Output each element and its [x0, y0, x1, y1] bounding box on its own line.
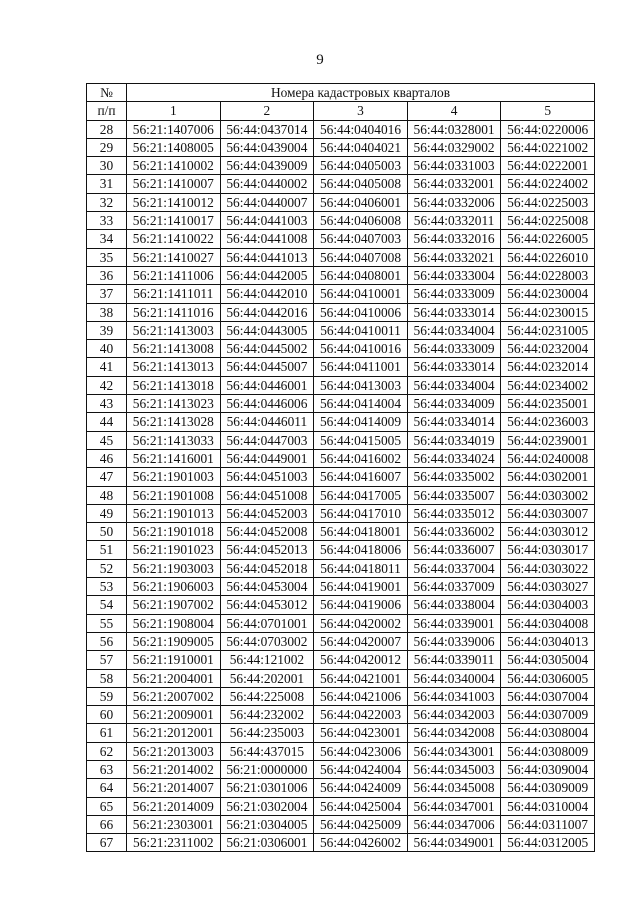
row-number-cell: 44	[87, 413, 127, 431]
cadastral-number-cell: 56:44:0441008	[220, 230, 314, 248]
cadastral-number-cell: 56:44:0453012	[220, 596, 314, 614]
cadastral-number-cell: 56:44:0449001	[220, 449, 314, 467]
cadastral-number-cell: 56:21:1901003	[127, 468, 221, 486]
table-row	[87, 669, 595, 687]
row-number-cell: 48	[87, 486, 127, 504]
row-number-cell: 60	[87, 706, 127, 724]
cadastral-number-cell: 56:21:1901013	[127, 504, 221, 522]
cadastral-number-cell: 56:44:0347001	[407, 797, 501, 815]
cadastral-number-cell: 56:44:0306005	[501, 669, 595, 687]
cadastral-number-cell: 56:44:0419001	[314, 578, 408, 596]
row-number-cell: 34	[87, 230, 127, 248]
cadastral-number-cell: 56:44:0440002	[220, 175, 314, 193]
cadastral-number-cell: 56:44:0307004	[501, 687, 595, 705]
row-number-cell: 35	[87, 248, 127, 266]
cadastral-number-cell: 56:44:0232004	[501, 340, 595, 358]
row-number-cell: 63	[87, 760, 127, 778]
cadastral-number-cell: 56:44:0414004	[314, 395, 408, 413]
cadastral-number-cell: 56:44:0419006	[314, 596, 408, 614]
cadastral-number-cell: 56:44:0226005	[501, 230, 595, 248]
row-number-cell: 56	[87, 632, 127, 650]
table-row	[87, 376, 595, 394]
table-row	[87, 358, 595, 376]
cadastral-number-cell: 56:44:0231005	[501, 321, 595, 339]
table-row	[87, 651, 595, 669]
table-row	[87, 742, 595, 760]
cadastral-number-cell: 56:21:2007002	[127, 687, 221, 705]
cadastral-number-cell: 56:21:1413023	[127, 395, 221, 413]
cadastral-number-cell: 56:44:0408001	[314, 266, 408, 284]
cadastral-number-cell: 56:21:2311002	[127, 834, 221, 852]
cadastral-number-cell: 56:21:2013003	[127, 742, 221, 760]
cadastral-number-cell: 56:44:0445002	[220, 340, 314, 358]
cadastral-number-cell: 56:44:0423001	[314, 724, 408, 742]
row-number-cell: 39	[87, 321, 127, 339]
cadastral-number-cell: 56:44:0303012	[501, 523, 595, 541]
cadastral-number-cell: 56:44:0333014	[407, 358, 501, 376]
cadastral-number-cell: 56:21:1407006	[127, 120, 221, 138]
cadastral-number-cell: 56:44:0335012	[407, 504, 501, 522]
cadastral-number-cell: 56:21:1901018	[127, 523, 221, 541]
cadastral-number-cell: 56:21:1413028	[127, 413, 221, 431]
table-row	[87, 303, 595, 321]
cadastral-number-cell: 56:21:1416001	[127, 449, 221, 467]
cadastral-number-cell: 56:44:0308009	[501, 742, 595, 760]
cadastral-number-cell: 56:44:0220006	[501, 120, 595, 138]
cadastral-number-cell: 56:44:0425004	[314, 797, 408, 815]
cadastral-number-cell: 56:44:0421001	[314, 669, 408, 687]
row-number-cell: 51	[87, 541, 127, 559]
cadastral-number-cell: 56:44:0328001	[407, 120, 501, 138]
cadastral-number-cell: 56:44:0240008	[501, 449, 595, 467]
cadastral-number-cell: 56:44:0224002	[501, 175, 595, 193]
cadastral-number-cell: 56:44:0418011	[314, 559, 408, 577]
cadastral-number-cell: 56:44:0416007	[314, 468, 408, 486]
cadastral-number-cell: 56:21:1408005	[127, 138, 221, 156]
cadastral-number-cell: 56:44:0311007	[501, 815, 595, 833]
cadastral-number-cell: 56:44:0308004	[501, 724, 595, 742]
row-number-cell: 41	[87, 358, 127, 376]
cadastral-number-cell: 56:21:0306001	[220, 834, 314, 852]
cadastral-number-cell: 56:21:1907002	[127, 596, 221, 614]
cadastral-number-cell: 56:44:0426002	[314, 834, 408, 852]
cadastral-number-cell: 56:44:0235001	[501, 395, 595, 413]
row-number-cell: 46	[87, 449, 127, 467]
cadastral-number-cell: 56:44:0410016	[314, 340, 408, 358]
table-row	[87, 285, 595, 303]
cadastral-number-cell: 56:44:0303002	[501, 486, 595, 504]
cadastral-number-cell: 56:21:1411016	[127, 303, 221, 321]
table-row	[87, 395, 595, 413]
cadastral-number-cell: 56:44:0421006	[314, 687, 408, 705]
cadastral-number-cell: 56:44:0302001	[501, 468, 595, 486]
table-row	[87, 706, 595, 724]
cadastral-number-cell: 56:44:0440007	[220, 193, 314, 211]
cadastral-number-cell: 56:44:0349001	[407, 834, 501, 852]
cadastral-number-cell: 56:44:0701001	[220, 614, 314, 632]
cadastral-number-cell: 56:21:1411006	[127, 266, 221, 284]
table-row	[87, 523, 595, 541]
cadastral-number-cell: 56:21:1413018	[127, 376, 221, 394]
cadastral-number-cell: 56:44:0333014	[407, 303, 501, 321]
cadastral-number-cell: 56:21:1410022	[127, 230, 221, 248]
cadastral-number-cell: 56:44:0221002	[501, 138, 595, 156]
header-number-sublabel: п/п	[87, 102, 127, 120]
cadastral-number-cell: 56:21:1410027	[127, 248, 221, 266]
cadastral-number-cell: 56:21:1910001	[127, 651, 221, 669]
cadastral-number-cell: 56:44:0303022	[501, 559, 595, 577]
cadastral-number-cell: 56:21:1413003	[127, 321, 221, 339]
table-row	[87, 157, 595, 175]
cadastral-number-cell: 56:44:0415005	[314, 431, 408, 449]
cadastral-number-cell: 56:44:0331003	[407, 157, 501, 175]
table-row	[87, 175, 595, 193]
cadastral-number-cell: 56:44:225008	[220, 687, 314, 705]
cadastral-number-cell: 56:21:2012001	[127, 724, 221, 742]
cadastral-number-cell: 56:44:0413003	[314, 376, 408, 394]
cadastral-number-cell: 56:44:0305004	[501, 651, 595, 669]
row-number-cell: 40	[87, 340, 127, 358]
row-number-cell: 66	[87, 815, 127, 833]
cadastral-number-cell: 56:21:1909005	[127, 632, 221, 650]
row-number-cell: 67	[87, 834, 127, 852]
cadastral-number-cell: 56:44:0441013	[220, 248, 314, 266]
cadastral-number-cell: 56:44:0410011	[314, 321, 408, 339]
cadastral-number-cell: 56:44:0303027	[501, 578, 595, 596]
table-row	[87, 212, 595, 230]
cadastral-number-cell: 56:44:0303007	[501, 504, 595, 522]
cadastral-number-cell: 56:44:0405008	[314, 175, 408, 193]
cadastral-number-cell: 56:21:1901023	[127, 541, 221, 559]
cadastral-number-cell: 56:44:0406001	[314, 193, 408, 211]
row-number-cell: 45	[87, 431, 127, 449]
cadastral-quarters-table	[86, 83, 595, 852]
cadastral-number-cell: 56:44:0338004	[407, 596, 501, 614]
cadastral-number-cell: 56:44:0410006	[314, 303, 408, 321]
row-number-cell: 64	[87, 779, 127, 797]
cadastral-number-cell: 56:44:0411001	[314, 358, 408, 376]
table-row	[87, 815, 595, 833]
cadastral-number-cell: 56:44:0239001	[501, 431, 595, 449]
cadastral-number-cell: 56:44:0339006	[407, 632, 501, 650]
cadastral-number-cell: 56:21:2014002	[127, 760, 221, 778]
cadastral-number-cell: 56:44:0441003	[220, 212, 314, 230]
cadastral-number-cell: 56:44:0446001	[220, 376, 314, 394]
cadastral-number-cell: 56:44:0304013	[501, 632, 595, 650]
cadastral-number-cell: 56:44:0222001	[501, 157, 595, 175]
cadastral-number-cell: 56:44:0309009	[501, 779, 595, 797]
header-column-2: 2	[220, 102, 314, 120]
cadastral-number-cell: 56:44:0342003	[407, 706, 501, 724]
cadastral-number-cell: 56:44:0424004	[314, 760, 408, 778]
table-row	[87, 614, 595, 632]
cadastral-number-cell: 56:44:0337004	[407, 559, 501, 577]
cadastral-number-cell: 56:44:0452008	[220, 523, 314, 541]
cadastral-number-cell: 56:44:0446006	[220, 395, 314, 413]
cadastral-number-cell: 56:44:0451003	[220, 468, 314, 486]
table-row	[87, 468, 595, 486]
cadastral-number-cell: 56:44:0417010	[314, 504, 408, 522]
table-row	[87, 248, 595, 266]
cadastral-number-cell: 56:44:0234002	[501, 376, 595, 394]
cadastral-number-cell: 56:44:0341003	[407, 687, 501, 705]
cadastral-number-cell: 56:44:0230015	[501, 303, 595, 321]
cadastral-number-cell: 56:21:2014009	[127, 797, 221, 815]
cadastral-number-cell: 56:44:0423006	[314, 742, 408, 760]
cadastral-number-cell: 56:44:0336002	[407, 523, 501, 541]
cadastral-number-cell: 56:21:0304005	[220, 815, 314, 833]
cadastral-number-cell: 56:21:2009001	[127, 706, 221, 724]
cadastral-number-cell: 56:21:2004001	[127, 669, 221, 687]
table-row	[87, 797, 595, 815]
cadastral-number-cell: 56:44:121002	[220, 651, 314, 669]
row-number-cell: 37	[87, 285, 127, 303]
cadastral-number-cell: 56:44:0337009	[407, 578, 501, 596]
cadastral-number-cell: 56:44:0236003	[501, 413, 595, 431]
table-row	[87, 138, 595, 156]
row-number-cell: 59	[87, 687, 127, 705]
cadastral-number-cell: 56:44:0332001	[407, 175, 501, 193]
cadastral-number-cell: 56:44:0418001	[314, 523, 408, 541]
cadastral-number-cell: 56:44:0339011	[407, 651, 501, 669]
cadastral-number-cell: 56:44:232002	[220, 706, 314, 724]
cadastral-number-cell: 56:44:0334014	[407, 413, 501, 431]
table-row	[87, 541, 595, 559]
table-row	[87, 578, 595, 596]
row-number-cell: 47	[87, 468, 127, 486]
cadastral-number-cell: 56:44:0422003	[314, 706, 408, 724]
cadastral-number-cell: 56:44:0345008	[407, 779, 501, 797]
cadastral-number-cell: 56:44:0417005	[314, 486, 408, 504]
header-column-3: 3	[314, 102, 408, 120]
cadastral-number-cell: 56:44:0345003	[407, 760, 501, 778]
cadastral-number-cell: 56:44:437015	[220, 742, 314, 760]
cadastral-number-cell: 56:44:0418006	[314, 541, 408, 559]
cadastral-number-cell: 56:44:0443005	[220, 321, 314, 339]
cadastral-number-cell: 56:44:0332021	[407, 248, 501, 266]
cadastral-number-cell: 56:21:1413008	[127, 340, 221, 358]
cadastral-number-cell: 56:44:0442005	[220, 266, 314, 284]
cadastral-number-cell: 56:44:0339001	[407, 614, 501, 632]
cadastral-number-cell: 56:44:0332016	[407, 230, 501, 248]
cadastral-number-cell: 56:44:0230004	[501, 285, 595, 303]
row-number-cell: 62	[87, 742, 127, 760]
cadastral-number-cell: 56:44:0703002	[220, 632, 314, 650]
cadastral-number-cell: 56:44:0329002	[407, 138, 501, 156]
header-column-5: 5	[501, 102, 595, 120]
table-row	[87, 559, 595, 577]
cadastral-number-cell: 56:44:0445007	[220, 358, 314, 376]
row-number-cell: 55	[87, 614, 127, 632]
cadastral-number-cell: 56:44:0307009	[501, 706, 595, 724]
row-number-cell: 50	[87, 523, 127, 541]
table-row	[87, 230, 595, 248]
cadastral-number-cell: 56:44:0405003	[314, 157, 408, 175]
table-row	[87, 413, 595, 431]
cadastral-number-cell: 56:44:0310004	[501, 797, 595, 815]
cadastral-number-cell: 56:44:0309004	[501, 760, 595, 778]
cadastral-number-cell: 56:44:0452013	[220, 541, 314, 559]
cadastral-number-cell: 56:44:0342008	[407, 724, 501, 742]
table-row	[87, 687, 595, 705]
cadastral-number-cell: 56:44:0407003	[314, 230, 408, 248]
cadastral-number-cell: 56:44:0416002	[314, 449, 408, 467]
cadastral-number-cell: 56:21:1413013	[127, 358, 221, 376]
row-number-cell: 36	[87, 266, 127, 284]
cadastral-number-cell: 56:44:0333009	[407, 340, 501, 358]
cadastral-number-cell: 56:44:0439009	[220, 157, 314, 175]
cadastral-number-cell: 56:44:0406008	[314, 212, 408, 230]
table-header-row-1	[87, 84, 595, 102]
cadastral-number-cell: 56:21:1903003	[127, 559, 221, 577]
row-number-cell: 28	[87, 120, 127, 138]
cadastral-number-cell: 56:44:0228003	[501, 266, 595, 284]
table-row	[87, 779, 595, 797]
table-row	[87, 724, 595, 742]
cadastral-number-cell: 56:21:1906003	[127, 578, 221, 596]
table-row	[87, 431, 595, 449]
header-number-label: №	[87, 84, 127, 102]
row-number-cell: 38	[87, 303, 127, 321]
row-number-cell: 31	[87, 175, 127, 193]
row-number-cell: 49	[87, 504, 127, 522]
header-column-4: 4	[407, 102, 501, 120]
cadastral-number-cell: 56:44:202001	[220, 669, 314, 687]
cadastral-number-cell: 56:44:0404016	[314, 120, 408, 138]
cadastral-number-cell: 56:44:0333004	[407, 266, 501, 284]
row-number-cell: 32	[87, 193, 127, 211]
cadastral-number-cell: 56:44:0420002	[314, 614, 408, 632]
cadastral-number-cell: 56:21:1410002	[127, 157, 221, 175]
row-number-cell: 30	[87, 157, 127, 175]
cadastral-number-cell: 56:44:0407008	[314, 248, 408, 266]
cadastral-number-cell: 56:44:0452003	[220, 504, 314, 522]
cadastral-number-cell: 56:44:0453004	[220, 578, 314, 596]
table-row	[87, 504, 595, 522]
cadastral-number-cell: 56:44:0334024	[407, 449, 501, 467]
cadastral-number-cell: 56:21:2303001	[127, 815, 221, 833]
table-body	[87, 120, 595, 852]
cadastral-number-cell: 56:21:0301006	[220, 779, 314, 797]
table-row	[87, 632, 595, 650]
cadastral-number-cell: 56:21:1901008	[127, 486, 221, 504]
table-row	[87, 321, 595, 339]
header-column-1: 1	[127, 102, 221, 120]
table-row	[87, 193, 595, 211]
cadastral-number-cell: 56:44:0340004	[407, 669, 501, 687]
table-row	[87, 596, 595, 614]
table-row	[87, 834, 595, 852]
cadastral-number-cell: 56:44:0334004	[407, 376, 501, 394]
cadastral-number-cell: 56:44:0334004	[407, 321, 501, 339]
cadastral-number-cell: 56:44:0232014	[501, 358, 595, 376]
cadastral-number-cell: 56:44:0424009	[314, 779, 408, 797]
cadastral-number-cell: 56:21:1908004	[127, 614, 221, 632]
cadastral-number-cell: 56:44:0332011	[407, 212, 501, 230]
cadastral-number-cell: 56:21:1410007	[127, 175, 221, 193]
cadastral-number-cell: 56:44:0312005	[501, 834, 595, 852]
cadastral-number-cell: 56:44:0336007	[407, 541, 501, 559]
cadastral-number-cell: 56:44:0304003	[501, 596, 595, 614]
cadastral-number-cell: 56:44:0226010	[501, 248, 595, 266]
cadastral-number-cell: 56:44:0332006	[407, 193, 501, 211]
table-row	[87, 340, 595, 358]
cadastral-number-cell: 56:21:1413033	[127, 431, 221, 449]
cadastral-number-cell: 56:44:0304008	[501, 614, 595, 632]
cadastral-number-cell: 56:21:1410017	[127, 212, 221, 230]
row-number-cell: 61	[87, 724, 127, 742]
table-row	[87, 120, 595, 138]
cadastral-number-cell: 56:44:0343001	[407, 742, 501, 760]
row-number-cell: 53	[87, 578, 127, 596]
cadastral-number-cell: 56:44:0225003	[501, 193, 595, 211]
cadastral-number-cell: 56:44:0451008	[220, 486, 314, 504]
row-number-cell: 33	[87, 212, 127, 230]
cadastral-number-cell: 56:21:2014007	[127, 779, 221, 797]
cadastral-number-cell: 56:21:1410012	[127, 193, 221, 211]
cadastral-number-cell: 56:44:0442016	[220, 303, 314, 321]
row-number-cell: 52	[87, 559, 127, 577]
row-number-cell: 54	[87, 596, 127, 614]
cadastral-number-cell: 56:44:0425009	[314, 815, 408, 833]
cadastral-number-cell: 56:44:0347006	[407, 815, 501, 833]
row-number-cell: 43	[87, 395, 127, 413]
cadastral-number-cell: 56:44:0452018	[220, 559, 314, 577]
cadastral-number-cell: 56:21:0000000	[220, 760, 314, 778]
header-group-title: Номера кадастровых кварталов	[127, 84, 595, 102]
row-number-cell: 57	[87, 651, 127, 669]
cadastral-number-cell: 56:44:0404021	[314, 138, 408, 156]
cadastral-number-cell: 56:44:0334019	[407, 431, 501, 449]
row-number-cell: 58	[87, 669, 127, 687]
row-number-cell: 29	[87, 138, 127, 156]
page-number: 9	[316, 52, 324, 68]
table-row	[87, 266, 595, 284]
cadastral-number-cell: 56:44:0410001	[314, 285, 408, 303]
cadastral-number-cell: 56:44:0335002	[407, 468, 501, 486]
cadastral-number-cell: 56:44:0420007	[314, 632, 408, 650]
cadastral-number-cell: 56:44:0333009	[407, 285, 501, 303]
table-row	[87, 486, 595, 504]
cadastral-number-cell: 56:44:0442010	[220, 285, 314, 303]
row-number-cell: 65	[87, 797, 127, 815]
table-row	[87, 760, 595, 778]
cadastral-number-cell: 56:21:0302004	[220, 797, 314, 815]
table-row	[87, 449, 595, 467]
cadastral-number-cell: 56:44:235003	[220, 724, 314, 742]
cadastral-number-cell: 56:44:0439004	[220, 138, 314, 156]
cadastral-number-cell: 56:44:0414009	[314, 413, 408, 431]
cadastral-number-cell: 56:44:0334009	[407, 395, 501, 413]
cadastral-number-cell: 56:44:0303017	[501, 541, 595, 559]
cadastral-number-cell: 56:44:0446011	[220, 413, 314, 431]
table-header-row-2	[87, 102, 595, 120]
cadastral-number-cell: 56:44:0225008	[501, 212, 595, 230]
cadastral-number-cell: 56:21:1411011	[127, 285, 221, 303]
cadastral-number-cell: 56:44:0437014	[220, 120, 314, 138]
cadastral-number-cell: 56:44:0447003	[220, 431, 314, 449]
cadastral-number-cell: 56:44:0420012	[314, 651, 408, 669]
row-number-cell: 42	[87, 376, 127, 394]
cadastral-number-cell: 56:44:0335007	[407, 486, 501, 504]
